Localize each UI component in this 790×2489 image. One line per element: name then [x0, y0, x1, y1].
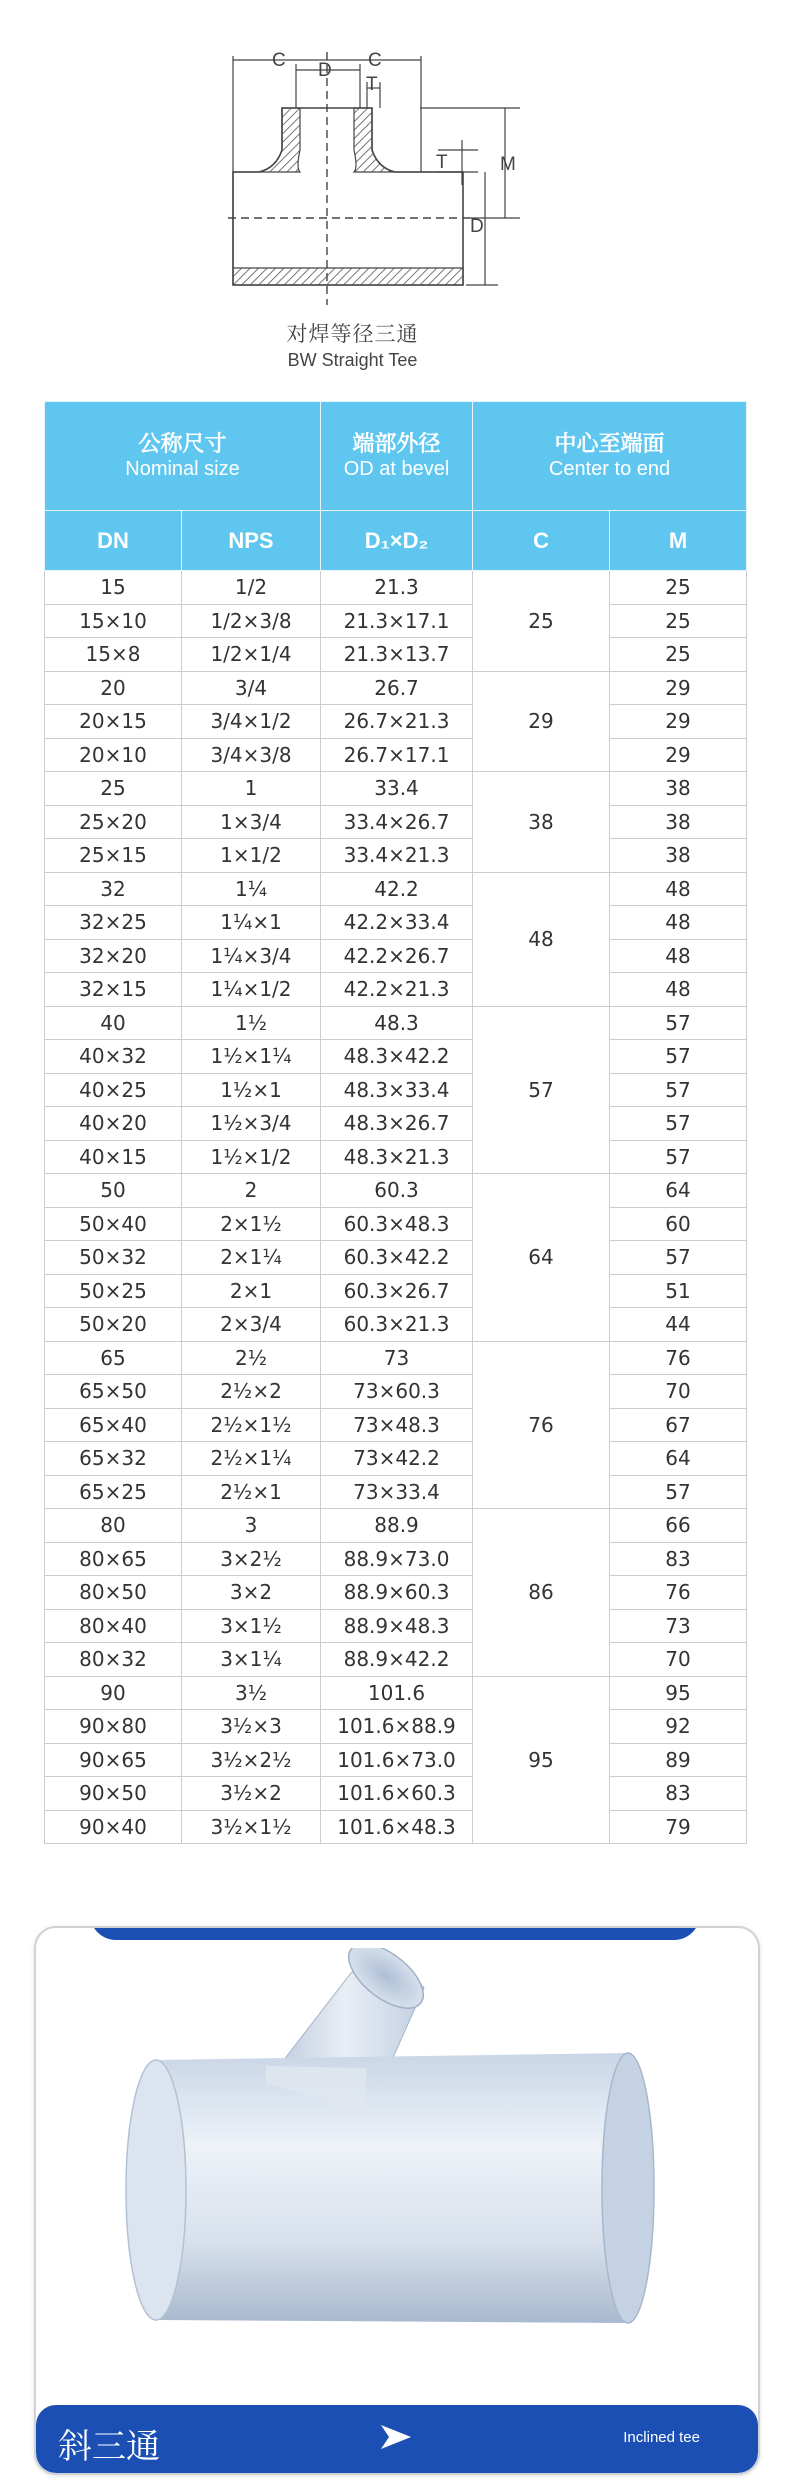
table-row: [45, 772, 747, 806]
dim-label-c-left: C: [272, 50, 286, 71]
cell-dn: 80×32: [45, 1643, 182, 1677]
cell-m: 76: [610, 1576, 747, 1610]
cell-dn: 65×40: [45, 1408, 182, 1442]
cell-od: 42.2×26.7: [321, 939, 473, 973]
header-nominal-size-cn: 公称尺寸: [138, 431, 227, 456]
cell-od: 73×48.3: [321, 1408, 473, 1442]
cell-m: 92: [610, 1710, 747, 1744]
table-row: [45, 1174, 747, 1208]
cell-c: 25: [473, 571, 610, 672]
cell-dn: 50×20: [45, 1308, 182, 1342]
cell-dn: 25×20: [45, 805, 182, 839]
cell-nps: 2½×2: [182, 1375, 321, 1409]
header-od-at-bevel-cn: 端部外径: [352, 431, 441, 456]
cell-od: 42.2: [321, 872, 473, 906]
cell-m: 25: [610, 571, 747, 605]
cell-c: 64: [473, 1174, 610, 1342]
cell-nps: 2×1¼: [182, 1241, 321, 1275]
cell-m: 48: [610, 973, 747, 1007]
cell-nps: 3½×2: [182, 1777, 321, 1811]
cell-m: 95: [610, 1676, 747, 1710]
cell-nps: 3×2½: [182, 1542, 321, 1576]
cell-nps: 3: [182, 1509, 321, 1543]
cell-c: 76: [473, 1341, 610, 1509]
table-row: [45, 738, 747, 772]
cell-nps: 3½×2½: [182, 1743, 321, 1777]
table-row: [45, 1274, 747, 1308]
cell-nps: 1¼×1: [182, 906, 321, 940]
cell-dn: 32: [45, 872, 182, 906]
tee-center-lines: [228, 52, 470, 305]
cell-m: 57: [610, 1241, 747, 1275]
dim-label-t-top: T: [366, 74, 378, 95]
inclined-tee-image: [36, 1948, 758, 2408]
cell-od: 73: [321, 1341, 473, 1375]
cell-dn: 90×65: [45, 1743, 182, 1777]
cell-od: 101.6: [321, 1676, 473, 1710]
cell-dn: 50: [45, 1174, 182, 1208]
cell-m: 48: [610, 872, 747, 906]
cell-dn: 32×25: [45, 906, 182, 940]
cell-c: 38: [473, 772, 610, 873]
cell-dn: 25×15: [45, 839, 182, 873]
cell-od: 48.3×26.7: [321, 1107, 473, 1141]
tee-body: [233, 108, 463, 285]
cell-m: 73: [610, 1609, 747, 1643]
product-title-en: Inclined tee: [623, 2429, 700, 2446]
cell-m: 29: [610, 705, 747, 739]
cell-dn: 80×65: [45, 1542, 182, 1576]
cell-dn: 40×32: [45, 1040, 182, 1074]
cell-m: 57: [610, 1006, 747, 1040]
cell-od: 60.3×26.7: [321, 1274, 473, 1308]
table-row: [45, 1241, 747, 1275]
cell-nps: 2×1½: [182, 1207, 321, 1241]
table-row: [45, 1643, 747, 1677]
table-row: [45, 1777, 747, 1811]
table-row: [45, 1442, 747, 1476]
column-header-nps: NPS: [182, 511, 321, 571]
table-group-header-row: [45, 402, 747, 511]
cell-od: 42.2×33.4: [321, 906, 473, 940]
cell-od: 60.3: [321, 1174, 473, 1208]
cell-dn: 50×40: [45, 1207, 182, 1241]
diagram-caption-en: BW Straight Tee: [287, 350, 418, 370]
cell-dn: 15×10: [45, 604, 182, 638]
cell-c: 57: [473, 1006, 610, 1174]
dim-label-m: M: [500, 154, 516, 175]
cell-od: 48.3: [321, 1006, 473, 1040]
cell-dn: 15×8: [45, 638, 182, 672]
cell-nps: 2×3/4: [182, 1308, 321, 1342]
column-header-dn: DN: [45, 511, 182, 571]
table-row: [45, 671, 747, 705]
cell-m: 25: [610, 638, 747, 672]
cell-od: 101.6×88.9: [321, 1710, 473, 1744]
table-row: [45, 906, 747, 940]
table-row: [45, 571, 747, 605]
table-row: [45, 939, 747, 973]
product-card[interactable]: [34, 1926, 760, 2475]
table-column-header-row: [45, 511, 747, 571]
header-od-at-bevel: [321, 402, 473, 511]
table-row: [45, 1475, 747, 1509]
cell-m: 51: [610, 1274, 747, 1308]
cell-c: 29: [473, 671, 610, 772]
cell-m: 48: [610, 906, 747, 940]
cell-od: 48.3×42.2: [321, 1040, 473, 1074]
cell-nps: 1½×1: [182, 1073, 321, 1107]
header-center-to-end: [473, 402, 747, 511]
cell-c: 95: [473, 1676, 610, 1844]
cell-od: 101.6×60.3: [321, 1777, 473, 1811]
tee-diagram: [0, 0, 790, 390]
table-row: [45, 1743, 747, 1777]
cell-od: 88.9: [321, 1509, 473, 1543]
table-body: [45, 571, 747, 1844]
cell-m: 60: [610, 1207, 747, 1241]
cell-nps: 1/2: [182, 571, 321, 605]
table-row: [45, 872, 747, 906]
cell-od: 33.4: [321, 772, 473, 806]
table-row: [45, 1375, 747, 1409]
cell-dn: 32×15: [45, 973, 182, 1007]
cell-dn: 90×40: [45, 1810, 182, 1844]
cell-od: 48.3×21.3: [321, 1140, 473, 1174]
cell-nps: 2½: [182, 1341, 321, 1375]
dim-label-d-side: D: [470, 216, 484, 237]
table-row: [45, 705, 747, 739]
cell-m: 83: [610, 1542, 747, 1576]
cell-nps: 3½×3: [182, 1710, 321, 1744]
cell-od: 26.7×17.1: [321, 738, 473, 772]
cell-nps: 1: [182, 772, 321, 806]
table-row: [45, 1676, 747, 1710]
cell-od: 33.4×26.7: [321, 805, 473, 839]
cell-dn: 50×25: [45, 1274, 182, 1308]
header-nominal-size-en: Nominal size: [125, 458, 240, 480]
cell-od: 26.7×21.3: [321, 705, 473, 739]
cell-nps: 1/2×1/4: [182, 638, 321, 672]
cell-nps: 3½: [182, 1676, 321, 1710]
table-row: [45, 1140, 747, 1174]
cell-nps: 3/4: [182, 671, 321, 705]
cell-dn: 80×50: [45, 1576, 182, 1610]
dim-label-c-right: C: [368, 50, 382, 71]
cell-nps: 1×1/2: [182, 839, 321, 873]
cell-nps: 1½×1/2: [182, 1140, 321, 1174]
cell-c: 48: [473, 872, 610, 1006]
table-row: [45, 1341, 747, 1375]
cell-od: 73×33.4: [321, 1475, 473, 1509]
cell-m: 29: [610, 738, 747, 772]
cell-od: 60.3×42.2: [321, 1241, 473, 1275]
product-title-bar: [36, 2405, 758, 2473]
table-row: [45, 1207, 747, 1241]
cell-nps: 1½: [182, 1006, 321, 1040]
dimension-table: [44, 401, 747, 1844]
cell-m: 44: [610, 1308, 747, 1342]
cell-dn: 20×10: [45, 738, 182, 772]
table-row: [45, 604, 747, 638]
cell-m: 57: [610, 1073, 747, 1107]
cell-od: 42.2×21.3: [321, 973, 473, 1007]
cell-nps: 1½×3/4: [182, 1107, 321, 1141]
tee-walls-hatch: [233, 108, 463, 285]
product-title-cn: 斜三通: [58, 2427, 160, 2467]
cell-od: 88.9×60.3: [321, 1576, 473, 1610]
dim-label-d-top: D: [318, 60, 332, 81]
table-row: [45, 638, 747, 672]
cell-dn: 32×20: [45, 939, 182, 973]
cell-m: 48: [610, 939, 747, 973]
cell-od: 88.9×48.3: [321, 1609, 473, 1643]
cell-od: 60.3×48.3: [321, 1207, 473, 1241]
header-center-to-end-cn: 中心至端面: [554, 431, 665, 456]
cell-c: 86: [473, 1509, 610, 1677]
cell-dn: 40×15: [45, 1140, 182, 1174]
cell-od: 33.4×21.3: [321, 839, 473, 873]
cell-m: 66: [610, 1509, 747, 1543]
table-row: [45, 1040, 747, 1074]
cell-m: 38: [610, 805, 747, 839]
cell-nps: 3×1¼: [182, 1643, 321, 1677]
cell-nps: 3×2: [182, 1576, 321, 1610]
card-top-band: [90, 1926, 700, 1940]
cell-dn: 25: [45, 772, 182, 806]
header-od-at-bevel-en: OD at bevel: [343, 458, 450, 480]
cell-od: 73×60.3: [321, 1375, 473, 1409]
cell-nps: 2½×1: [182, 1475, 321, 1509]
cell-dn: 90×50: [45, 1777, 182, 1811]
dim-label-t-side: T: [436, 152, 448, 173]
cell-dn: 80: [45, 1509, 182, 1543]
table-row: [45, 973, 747, 1007]
header-nominal-size: [45, 402, 321, 511]
cell-od: 21.3×17.1: [321, 604, 473, 638]
cell-m: 38: [610, 839, 747, 873]
cell-m: 76: [610, 1341, 747, 1375]
table-row: [45, 1107, 747, 1141]
cell-m: 57: [610, 1107, 747, 1141]
cell-m: 29: [610, 671, 747, 705]
cell-od: 21.3: [321, 571, 473, 605]
cell-nps: 3½×1½: [182, 1810, 321, 1844]
cell-dn: 50×32: [45, 1241, 182, 1275]
cell-m: 67: [610, 1408, 747, 1442]
cell-nps: 2½×1¼: [182, 1442, 321, 1476]
cell-nps: 2×1: [182, 1274, 321, 1308]
cell-dn: 65×32: [45, 1442, 182, 1476]
table-row: [45, 1810, 747, 1844]
cell-m: 83: [610, 1777, 747, 1811]
table-row: [45, 1308, 747, 1342]
cell-m: 25: [610, 604, 747, 638]
cell-m: 70: [610, 1643, 747, 1677]
cell-nps: 3×1½: [182, 1609, 321, 1643]
table-row: [45, 1710, 747, 1744]
cell-m: 57: [610, 1140, 747, 1174]
cell-od: 73×42.2: [321, 1442, 473, 1476]
cell-dn: 40: [45, 1006, 182, 1040]
cell-dn: 20×15: [45, 705, 182, 739]
cell-od: 48.3×33.4: [321, 1073, 473, 1107]
table-row: [45, 1509, 747, 1543]
cell-m: 38: [610, 772, 747, 806]
cell-m: 64: [610, 1174, 747, 1208]
cell-nps: 3/4×1/2: [182, 705, 321, 739]
cell-m: 89: [610, 1743, 747, 1777]
table-row: [45, 805, 747, 839]
column-header-c: C: [473, 511, 610, 571]
cell-m: 57: [610, 1040, 747, 1074]
cell-od: 101.6×48.3: [321, 1810, 473, 1844]
table-row: [45, 1006, 747, 1040]
cell-nps: 2½×1½: [182, 1408, 321, 1442]
cell-od: 21.3×13.7: [321, 638, 473, 672]
cell-m: 57: [610, 1475, 747, 1509]
cell-dn: 90: [45, 1676, 182, 1710]
cell-nps: 1¼: [182, 872, 321, 906]
cell-dn: 65×25: [45, 1475, 182, 1509]
table-row: [45, 1609, 747, 1643]
arrow-right-icon[interactable]: [379, 2423, 413, 2451]
table-row: [45, 1576, 747, 1610]
cell-nps: 1×3/4: [182, 805, 321, 839]
cell-dn: 15: [45, 571, 182, 605]
table-row: [45, 839, 747, 873]
table-row: [45, 1542, 747, 1576]
cell-dn: 90×80: [45, 1710, 182, 1744]
header-center-to-end-en: Center to end: [548, 458, 671, 480]
cell-od: 26.7: [321, 671, 473, 705]
cell-nps: 1/2×3/8: [182, 604, 321, 638]
cell-od: 60.3×21.3: [321, 1308, 473, 1342]
cell-dn: 40×25: [45, 1073, 182, 1107]
cell-nps: 1¼×1/2: [182, 973, 321, 1007]
cell-m: 70: [610, 1375, 747, 1409]
cell-nps: 2: [182, 1174, 321, 1208]
column-header-od: D₁×D₂: [321, 511, 473, 571]
diagram-caption-cn: 对焊等径三通: [286, 322, 419, 346]
cell-dn: 20: [45, 671, 182, 705]
cell-dn: 65×50: [45, 1375, 182, 1409]
cell-nps: 1½×1¼: [182, 1040, 321, 1074]
cell-dn: 80×40: [45, 1609, 182, 1643]
cell-dn: 40×20: [45, 1107, 182, 1141]
cell-od: 88.9×73.0: [321, 1542, 473, 1576]
cell-dn: 65: [45, 1341, 182, 1375]
table-row: [45, 1073, 747, 1107]
cell-od: 101.6×73.0: [321, 1743, 473, 1777]
column-header-m: M: [610, 511, 747, 571]
cell-nps: 3/4×3/8: [182, 738, 321, 772]
cell-m: 64: [610, 1442, 747, 1476]
cell-od: 88.9×42.2: [321, 1643, 473, 1677]
cell-nps: 1¼×3/4: [182, 939, 321, 973]
table-row: [45, 1408, 747, 1442]
cell-m: 79: [610, 1810, 747, 1844]
